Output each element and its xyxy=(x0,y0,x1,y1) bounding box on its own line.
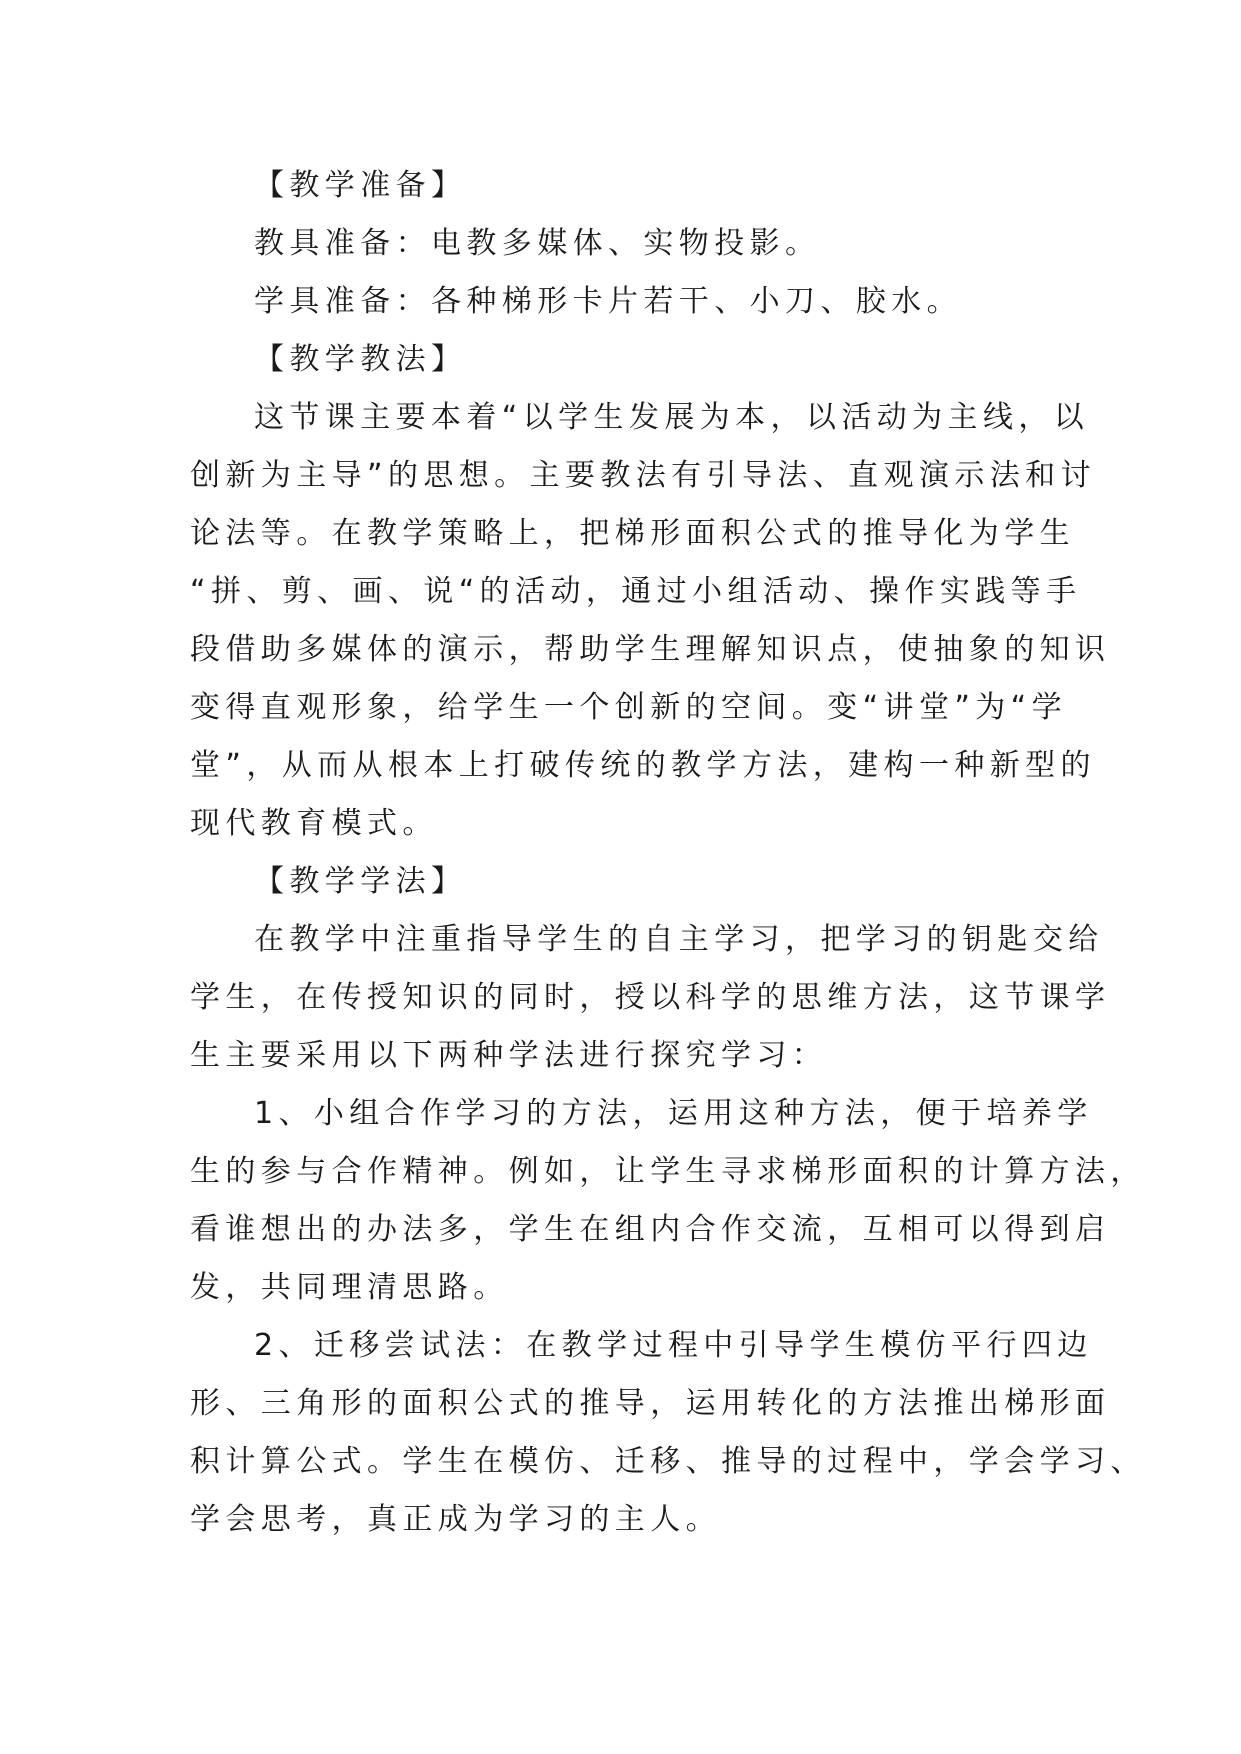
teacher-tools-line: 教具准备：电教多媒体、实物投影。 xyxy=(254,226,821,261)
paragraph-line: 学生，在传授知识的同时，授以科学的思维方法，这节课学 xyxy=(190,980,1111,1015)
paragraph-line: 在教学中注重指导学生的自主学习，把学习的钥匙交给 xyxy=(254,922,1104,957)
learning-method-paragraph xyxy=(190,911,1111,1085)
paragraph-line: 生主要采用以下两种学法进行探究学习： xyxy=(190,1038,828,1073)
list-item-1 xyxy=(190,1085,1146,1317)
paragraph-line: 学会思考，真正成为学习的主人。 xyxy=(190,1502,721,1537)
teaching-method-paragraph xyxy=(190,389,1111,853)
paragraph-line: 生的参与合作精神。例如，让学生寻求梯形面积的计算方法， xyxy=(190,1154,1146,1189)
paragraph-line: 创新为主导”的思想。主要教法有引导法、直观演示法和讨 xyxy=(190,458,1096,493)
document-body xyxy=(190,157,1146,1549)
paragraph-line: 发，共同理清思路。 xyxy=(190,1270,509,1305)
paragraph-line: 积计算公式。学生在模仿、迁移、推导的过程中，学会学习、 xyxy=(190,1444,1146,1479)
paragraph-line: 现代教育模式。 xyxy=(190,806,438,841)
paragraph-line: 堂”，从而从根本上打破传统的教学方法，建构一种新型的 xyxy=(190,748,1096,783)
paragraph-line: “拼、剪、画、说“的活动，通过小组活动、操作实践等手 xyxy=(190,574,1082,609)
paragraph-line: 形、三角形的面积公式的推导，运用转化的方法推出梯形面 xyxy=(190,1386,1111,1421)
section-heading-preparation: 【教学准备】 xyxy=(254,168,467,203)
student-tools-line: 学具准备：各种梯形卡片若干、小刀、胶水。 xyxy=(254,284,962,319)
section-heading-teaching-method: 【教学教法】 xyxy=(254,342,467,377)
paragraph-line: 这节课主要本着“以学生发展为本，以活动为主线，以 xyxy=(254,400,1090,435)
paragraph-line: 变得直观形象，给学生一个创新的空间。变“讲堂”为“学 xyxy=(190,690,1068,725)
paragraph-line: 看谁想出的办法多，学生在组内合作交流，互相可以得到启 xyxy=(190,1212,1111,1247)
section-heading-learning-method: 【教学学法】 xyxy=(254,864,467,899)
paragraph-line: 论法等。在教学策略上，把梯形面积公式的推导化为学生 xyxy=(190,516,1075,551)
paragraph-line: 1、小组合作学习的方法，运用这种方法，便于培养学 xyxy=(254,1096,1093,1131)
list-item-2 xyxy=(190,1317,1146,1549)
paragraph-line: 2、迁移尝试法：在教学过程中引导学生模仿平行四边 xyxy=(254,1328,1093,1363)
paragraph-line: 段借助多媒体的演示，帮助学生理解知识点，使抽象的知识 xyxy=(190,632,1111,667)
